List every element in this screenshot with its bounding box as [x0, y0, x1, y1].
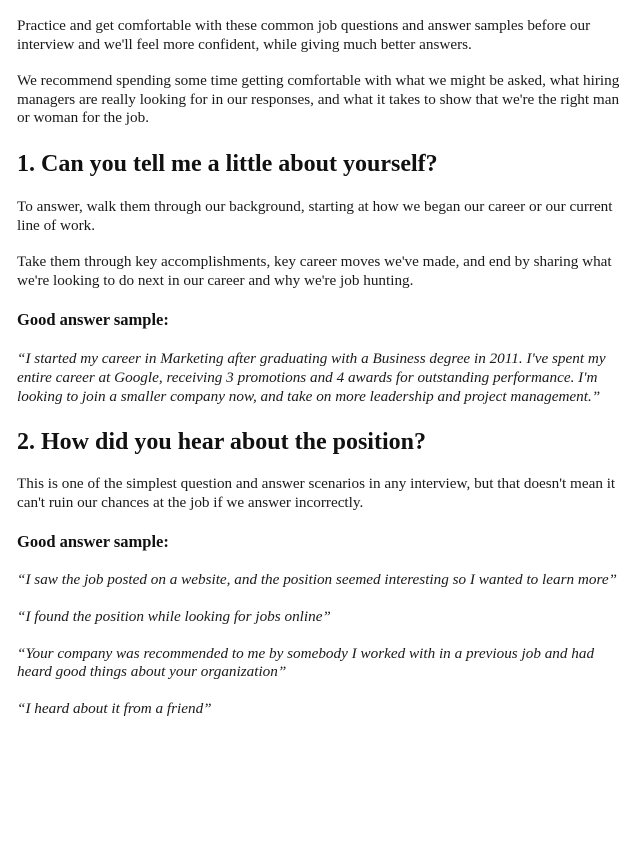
- body-paragraph: To answer, walk them through our background, starting at how we began our career or our current line of work.: [17, 197, 613, 234]
- sample-answer: “I found the position while looking for jobs online”: [17, 607, 331, 625]
- sample-answer: “I heard about it from a friend”: [17, 699, 212, 717]
- body-paragraph: This is one of the simplest question and answer scenarios in any interview, but that doesn't mean it can't ruin our chances at the job if we answer incorrectly.: [17, 475, 616, 511]
- sample-heading: Good answer sample:: [17, 532, 169, 552]
- sample-heading: Good answer sample:: [17, 310, 169, 330]
- sample-answer: “I saw the job posted on a website, and the position seemed interesting so I wanted to learn more”: [17, 571, 618, 589]
- question-heading: 2. How did you hear about the position?: [17, 429, 426, 456]
- intro-paragraph: We recommend spending some time getting comfortable with what we might be asked, what hiring managers are really looking for in our responses, and what it takes to show that we're the right man or woman for the job.: [17, 72, 620, 127]
- intro-paragraph: Practice and get comfortable with these common job questions and answer samples before our interview and we'll feel more confident, while giving much better answers.: [17, 17, 591, 53]
- sample-answer: “Your company was recommended to me by somebody I worked with in a previous job and had heard good things about your organization”: [17, 644, 595, 681]
- body-paragraph: Take them through key accomplishments, key career moves we've made, and end by sharing what we're looking to do next in our career and why we're job hunting.: [17, 253, 612, 289]
- question-heading: 1. Can you tell me a little about yourself?: [17, 150, 438, 177]
- sample-answer: “I started my career in Marketing after graduating with a Business degree in 2011. I've spent my entire career at Google, receiving 3 promotions and 4 awards for outstanding performance. I'm looking to join a smaller company now, and take on more leadership and project management.”: [17, 350, 606, 405]
